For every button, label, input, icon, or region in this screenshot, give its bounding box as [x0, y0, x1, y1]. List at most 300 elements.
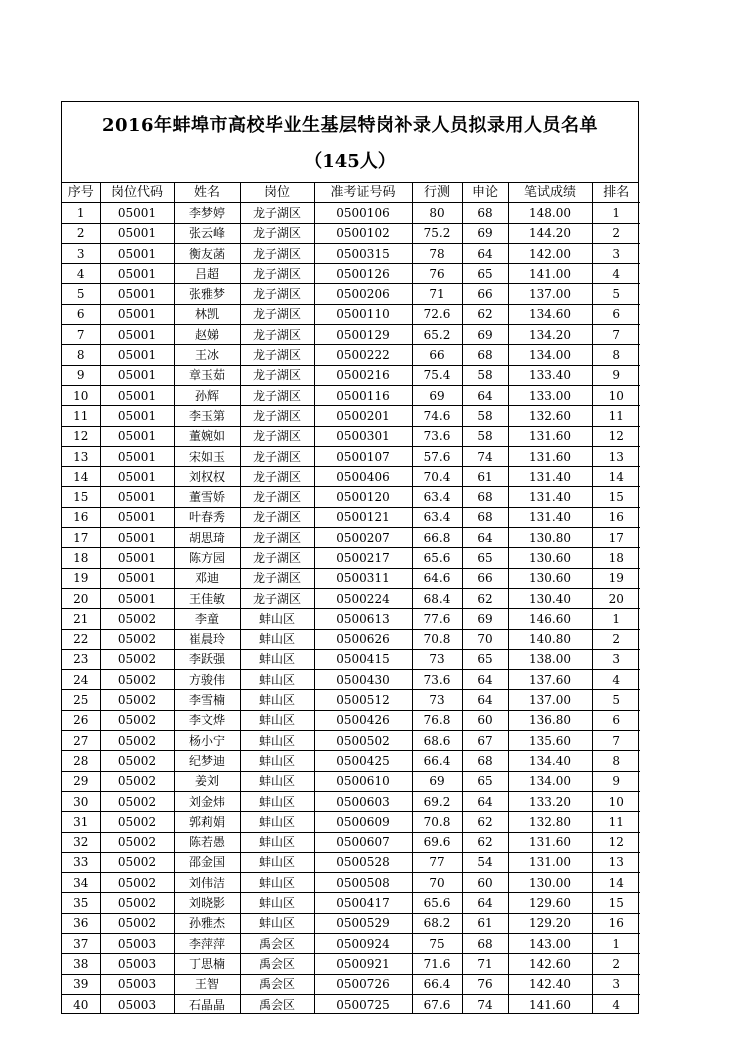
cell-written-score: 142.00: [508, 243, 592, 263]
cell-seq-number: 36: [62, 913, 100, 933]
cell-post-code: 05002: [100, 873, 174, 893]
cell-name: 林凯: [174, 304, 240, 324]
cell-rank: 4: [592, 264, 640, 284]
cell-shenlun-score: 64: [462, 670, 508, 690]
cell-name: 赵娣: [174, 325, 240, 345]
cell-ticket-number: 0500102: [314, 223, 412, 243]
cell-post: 龙子湖区: [240, 406, 314, 426]
cell-post: 蚌山区: [240, 873, 314, 893]
cell-ticket-number: 0500726: [314, 974, 412, 994]
table-row: [62, 467, 640, 487]
cell-post-code: 05001: [100, 406, 174, 426]
cell-written-score: 131.60: [508, 426, 592, 446]
cell-written-score: 131.60: [508, 832, 592, 852]
cell-xingce-score: 66.4: [412, 751, 462, 771]
cell-shenlun-score: 60: [462, 710, 508, 730]
cell-xingce-score: 77.6: [412, 609, 462, 629]
cell-ticket-number: 0500206: [314, 284, 412, 304]
cell-post: 龙子湖区: [240, 548, 314, 568]
table-row: [62, 609, 640, 629]
cell-ticket-number: 0500121: [314, 507, 412, 527]
cell-post: 龙子湖区: [240, 467, 314, 487]
cell-post: 蚌山区: [240, 852, 314, 872]
cell-post: 蚌山区: [240, 751, 314, 771]
title-area: [62, 102, 638, 183]
cell-ticket-number: 0500528: [314, 852, 412, 872]
cell-seq-number: 37: [62, 933, 100, 953]
cell-ticket-number: 0500610: [314, 771, 412, 791]
table-row: [62, 731, 640, 751]
cell-rank: 14: [592, 873, 640, 893]
cell-shenlun-score: 67: [462, 731, 508, 751]
cell-seq-number: 5: [62, 284, 100, 304]
cell-name: 吕超: [174, 264, 240, 284]
cell-xingce-score: 64.6: [412, 568, 462, 588]
cell-shenlun-score: 65: [462, 264, 508, 284]
cell-shenlun-score: 61: [462, 913, 508, 933]
cell-rank: 13: [592, 852, 640, 872]
cell-seq-number: 17: [62, 528, 100, 548]
cell-xingce-score: 65.6: [412, 893, 462, 913]
cell-post-code: 05002: [100, 852, 174, 872]
cell-post: 蚌山区: [240, 649, 314, 669]
cell-post-code: 05002: [100, 893, 174, 913]
header-name: 姓名: [174, 183, 240, 203]
cell-xingce-score: 76.8: [412, 710, 462, 730]
cell-name: 王佳敏: [174, 588, 240, 608]
cell-seq-number: 40: [62, 994, 100, 1014]
cell-written-score: 134.60: [508, 304, 592, 324]
cell-ticket-number: 0500216: [314, 365, 412, 385]
cell-rank: 19: [592, 568, 640, 588]
cell-xingce-score: 77: [412, 852, 462, 872]
cell-ticket-number: 0500626: [314, 629, 412, 649]
cell-shenlun-score: 61: [462, 467, 508, 487]
cell-name: 刘晓影: [174, 893, 240, 913]
cell-name: 陈方园: [174, 548, 240, 568]
cell-post-code: 05001: [100, 487, 174, 507]
cell-post-code: 05003: [100, 933, 174, 953]
cell-ticket-number: 0500607: [314, 832, 412, 852]
cell-post: 蚌山区: [240, 791, 314, 811]
cell-post: 禹会区: [240, 954, 314, 974]
cell-ticket-number: 0500129: [314, 325, 412, 345]
table-row: [62, 507, 640, 527]
cell-name: 李跃强: [174, 649, 240, 669]
cell-ticket-number: 0500126: [314, 264, 412, 284]
cell-post: 蚌山区: [240, 609, 314, 629]
cell-xingce-score: 68.6: [412, 731, 462, 751]
cell-seq-number: 19: [62, 568, 100, 588]
cell-shenlun-score: 58: [462, 406, 508, 426]
cell-post-code: 05001: [100, 203, 174, 223]
cell-written-score: 141.60: [508, 994, 592, 1014]
cell-written-score: 132.80: [508, 812, 592, 832]
cell-shenlun-score: 69: [462, 223, 508, 243]
cell-name: 孙雅杰: [174, 913, 240, 933]
cell-shenlun-score: 62: [462, 304, 508, 324]
cell-post: 禹会区: [240, 974, 314, 994]
cell-post: 龙子湖区: [240, 528, 314, 548]
cell-ticket-number: 0500222: [314, 345, 412, 365]
cell-rank: 12: [592, 426, 640, 446]
cell-seq-number: 35: [62, 893, 100, 913]
cell-name: 董婉如: [174, 426, 240, 446]
cell-seq-number: 7: [62, 325, 100, 345]
cell-xingce-score: 75.4: [412, 365, 462, 385]
cell-shenlun-score: 62: [462, 832, 508, 852]
cell-ticket-number: 0500315: [314, 243, 412, 263]
cell-xingce-score: 80: [412, 203, 462, 223]
cell-rank: 9: [592, 771, 640, 791]
cell-xingce-score: 66: [412, 345, 462, 365]
cell-xingce-score: 73: [412, 649, 462, 669]
cell-shenlun-score: 66: [462, 568, 508, 588]
cell-shenlun-score: 64: [462, 385, 508, 405]
cell-post-code: 05001: [100, 588, 174, 608]
cell-rank: 11: [592, 812, 640, 832]
table-row: [62, 568, 640, 588]
cell-seq-number: 20: [62, 588, 100, 608]
cell-post-code: 05003: [100, 954, 174, 974]
cell-written-score: 130.80: [508, 528, 592, 548]
table-row: [62, 771, 640, 791]
cell-ticket-number: 0500201: [314, 406, 412, 426]
header-rank: 排名: [592, 183, 640, 203]
cell-xingce-score: 70.8: [412, 812, 462, 832]
table-row: [62, 791, 640, 811]
cell-ticket-number: 0500417: [314, 893, 412, 913]
cell-shenlun-score: 76: [462, 974, 508, 994]
cell-post-code: 05001: [100, 507, 174, 527]
cell-shenlun-score: 74: [462, 446, 508, 466]
cell-rank: 16: [592, 507, 640, 527]
cell-seq-number: 33: [62, 852, 100, 872]
cell-ticket-number: 0500529: [314, 913, 412, 933]
cell-shenlun-score: 71: [462, 954, 508, 974]
cell-xingce-score: 63.4: [412, 487, 462, 507]
cell-post-code: 05001: [100, 284, 174, 304]
cell-rank: 15: [592, 487, 640, 507]
cell-seq-number: 23: [62, 649, 100, 669]
cell-post-code: 05001: [100, 325, 174, 345]
cell-rank: 3: [592, 974, 640, 994]
cell-post-code: 05001: [100, 223, 174, 243]
cell-post-code: 05001: [100, 345, 174, 365]
table-row: [62, 365, 640, 385]
document-title: 2016年蚌埠市高校毕业生基层特岗补录人员拟录用人员名单: [101, 115, 599, 136]
table-row: [62, 954, 640, 974]
cell-seq-number: 30: [62, 791, 100, 811]
cell-seq-number: 13: [62, 446, 100, 466]
cell-shenlun-score: 74: [462, 994, 508, 1014]
cell-post: 禹会区: [240, 933, 314, 953]
cell-xingce-score: 74.6: [412, 406, 462, 426]
header-post-code: 岗位代码: [100, 183, 174, 203]
candidate-table: [62, 183, 640, 1014]
cell-ticket-number: 0500107: [314, 446, 412, 466]
table-row: [62, 284, 640, 304]
cell-post-code: 05001: [100, 243, 174, 263]
cell-post-code: 05002: [100, 731, 174, 751]
table-row: [62, 528, 640, 548]
cell-seq-number: 26: [62, 710, 100, 730]
cell-post-code: 05001: [100, 446, 174, 466]
cell-written-score: 148.00: [508, 203, 592, 223]
table-row: [62, 304, 640, 324]
cell-rank: 9: [592, 365, 640, 385]
cell-post: 蚌山区: [240, 690, 314, 710]
cell-rank: 13: [592, 446, 640, 466]
cell-post-code: 05002: [100, 629, 174, 649]
table-row: [62, 243, 640, 263]
cell-shenlun-score: 65: [462, 771, 508, 791]
cell-post-code: 05002: [100, 812, 174, 832]
cell-rank: 4: [592, 994, 640, 1014]
cell-seq-number: 9: [62, 365, 100, 385]
cell-xingce-score: 63.4: [412, 507, 462, 527]
cell-written-score: 129.20: [508, 913, 592, 933]
cell-ticket-number: 0500425: [314, 751, 412, 771]
cell-written-score: 132.60: [508, 406, 592, 426]
cell-shenlun-score: 70: [462, 629, 508, 649]
table-row: [62, 751, 640, 771]
cell-post: 龙子湖区: [240, 507, 314, 527]
cell-seq-number: 39: [62, 974, 100, 994]
cell-seq-number: 10: [62, 385, 100, 405]
cell-name: 宋如玉: [174, 446, 240, 466]
cell-rank: 17: [592, 528, 640, 548]
cell-ticket-number: 0500311: [314, 568, 412, 588]
cell-shenlun-score: 69: [462, 325, 508, 345]
table-row: [62, 913, 640, 933]
cell-written-score: 142.60: [508, 954, 592, 974]
cell-shenlun-score: 58: [462, 426, 508, 446]
cell-post: 龙子湖区: [240, 487, 314, 507]
table-header-row: [62, 183, 640, 203]
cell-post: 龙子湖区: [240, 325, 314, 345]
cell-name: 姜刘: [174, 771, 240, 791]
cell-seq-number: 3: [62, 243, 100, 263]
cell-shenlun-score: 68: [462, 487, 508, 507]
cell-seq-number: 8: [62, 345, 100, 365]
cell-shenlun-score: 64: [462, 690, 508, 710]
cell-ticket-number: 0500217: [314, 548, 412, 568]
table-row: [62, 385, 640, 405]
cell-xingce-score: 68.4: [412, 588, 462, 608]
cell-seq-number: 31: [62, 812, 100, 832]
cell-post: 蚌山区: [240, 710, 314, 730]
table-row: [62, 264, 640, 284]
cell-rank: 14: [592, 467, 640, 487]
cell-ticket-number: 0500921: [314, 954, 412, 974]
table-row: [62, 487, 640, 507]
document-subtitle-count: （145人）: [304, 151, 396, 172]
cell-post-code: 05001: [100, 385, 174, 405]
cell-post: 蚌山区: [240, 731, 314, 751]
cell-ticket-number: 0500609: [314, 812, 412, 832]
cell-post-code: 05002: [100, 670, 174, 690]
cell-name: 李童: [174, 609, 240, 629]
cell-post-code: 05002: [100, 690, 174, 710]
cell-name: 陈若愚: [174, 832, 240, 852]
cell-rank: 3: [592, 243, 640, 263]
cell-seq-number: 18: [62, 548, 100, 568]
cell-post: 龙子湖区: [240, 446, 314, 466]
cell-post: 龙子湖区: [240, 284, 314, 304]
cell-rank: 11: [592, 406, 640, 426]
cell-rank: 6: [592, 304, 640, 324]
cell-name: 董雪娇: [174, 487, 240, 507]
cell-name: 邓迪: [174, 568, 240, 588]
cell-shenlun-score: 69: [462, 609, 508, 629]
cell-written-score: 131.40: [508, 467, 592, 487]
cell-name: 衡友菡: [174, 243, 240, 263]
cell-name: 李玉第: [174, 406, 240, 426]
cell-name: 张云峰: [174, 223, 240, 243]
cell-post-code: 05002: [100, 832, 174, 852]
cell-seq-number: 12: [62, 426, 100, 446]
cell-post: 龙子湖区: [240, 264, 314, 284]
cell-post-code: 05001: [100, 426, 174, 446]
cell-rank: 1: [592, 609, 640, 629]
cell-post-code: 05002: [100, 913, 174, 933]
cell-post: 龙子湖区: [240, 568, 314, 588]
cell-name: 叶春秀: [174, 507, 240, 527]
cell-rank: 10: [592, 791, 640, 811]
cell-post: 龙子湖区: [240, 345, 314, 365]
cell-ticket-number: 0500512: [314, 690, 412, 710]
cell-ticket-number: 0500207: [314, 528, 412, 548]
cell-rank: 4: [592, 670, 640, 690]
cell-name: 王智: [174, 974, 240, 994]
cell-name: 丁思楠: [174, 954, 240, 974]
cell-name: 刘金炜: [174, 791, 240, 811]
table-row: [62, 588, 640, 608]
cell-shenlun-score: 64: [462, 243, 508, 263]
cell-written-score: 131.40: [508, 487, 592, 507]
table-row: [62, 812, 640, 832]
cell-rank: 18: [592, 548, 640, 568]
cell-name: 方骏伟: [174, 670, 240, 690]
cell-xingce-score: 71.6: [412, 954, 462, 974]
cell-post-code: 05002: [100, 609, 174, 629]
cell-post-code: 05002: [100, 791, 174, 811]
cell-post: 龙子湖区: [240, 223, 314, 243]
cell-written-score: 144.20: [508, 223, 592, 243]
table-row: [62, 832, 640, 852]
cell-name: 李雪楠: [174, 690, 240, 710]
table-row: [62, 852, 640, 872]
cell-seq-number: 29: [62, 771, 100, 791]
cell-post: 蚌山区: [240, 812, 314, 832]
cell-post-code: 05003: [100, 974, 174, 994]
cell-written-score: 130.60: [508, 568, 592, 588]
cell-rank: 2: [592, 223, 640, 243]
cell-rank: 3: [592, 649, 640, 669]
cell-written-score: 138.00: [508, 649, 592, 669]
table-row: [62, 426, 640, 446]
cell-post: 龙子湖区: [240, 243, 314, 263]
cell-post-code: 05002: [100, 771, 174, 791]
cell-name: 邵金国: [174, 852, 240, 872]
cell-written-score: 141.00: [508, 264, 592, 284]
table-row: [62, 406, 640, 426]
cell-written-score: 129.60: [508, 893, 592, 913]
table-row: [62, 223, 640, 243]
cell-shenlun-score: 60: [462, 873, 508, 893]
cell-seq-number: 21: [62, 609, 100, 629]
table-body: [62, 203, 640, 1014]
cell-shenlun-score: 68: [462, 751, 508, 771]
cell-written-score: 137.60: [508, 670, 592, 690]
cell-seq-number: 22: [62, 629, 100, 649]
cell-post: 蚌山区: [240, 832, 314, 852]
cell-name: 李梦婷: [174, 203, 240, 223]
cell-seq-number: 15: [62, 487, 100, 507]
table-row: [62, 203, 640, 223]
cell-written-score: 146.60: [508, 609, 592, 629]
cell-written-score: 130.60: [508, 548, 592, 568]
table-row: [62, 629, 640, 649]
cell-ticket-number: 0500224: [314, 588, 412, 608]
cell-ticket-number: 0500430: [314, 670, 412, 690]
cell-name: 纪梦迪: [174, 751, 240, 771]
header-post: 岗位: [240, 183, 314, 203]
cell-shenlun-score: 64: [462, 528, 508, 548]
cell-shenlun-score: 64: [462, 791, 508, 811]
cell-ticket-number: 0500301: [314, 426, 412, 446]
cell-ticket-number: 0500110: [314, 304, 412, 324]
cell-written-score: 137.00: [508, 690, 592, 710]
cell-post-code: 05001: [100, 528, 174, 548]
cell-written-score: 143.00: [508, 933, 592, 953]
cell-post: 龙子湖区: [240, 203, 314, 223]
cell-rank: 2: [592, 954, 640, 974]
table-row: [62, 649, 640, 669]
cell-seq-number: 4: [62, 264, 100, 284]
cell-post: 蚌山区: [240, 913, 314, 933]
cell-name: 章玉茹: [174, 365, 240, 385]
cell-xingce-score: 75: [412, 933, 462, 953]
cell-post-code: 05002: [100, 710, 174, 730]
cell-ticket-number: 0500603: [314, 791, 412, 811]
cell-shenlun-score: 68: [462, 933, 508, 953]
cell-rank: 16: [592, 913, 640, 933]
cell-ticket-number: 0500106: [314, 203, 412, 223]
cell-seq-number: 34: [62, 873, 100, 893]
cell-name: 王冰: [174, 345, 240, 365]
cell-written-score: 134.20: [508, 325, 592, 345]
cell-name: 李文烨: [174, 710, 240, 730]
cell-name: 崔晨玲: [174, 629, 240, 649]
cell-xingce-score: 78: [412, 243, 462, 263]
cell-seq-number: 2: [62, 223, 100, 243]
cell-post: 龙子湖区: [240, 588, 314, 608]
cell-post-code: 05001: [100, 264, 174, 284]
cell-rank: 7: [592, 325, 640, 345]
cell-ticket-number: 0500508: [314, 873, 412, 893]
cell-post: 蚌山区: [240, 771, 314, 791]
cell-seq-number: 1: [62, 203, 100, 223]
cell-post-code: 05003: [100, 994, 174, 1014]
cell-seq-number: 6: [62, 304, 100, 324]
cell-ticket-number: 0500502: [314, 731, 412, 751]
cell-xingce-score: 76: [412, 264, 462, 284]
cell-seq-number: 16: [62, 507, 100, 527]
cell-written-score: 135.60: [508, 731, 592, 751]
cell-shenlun-score: 62: [462, 588, 508, 608]
